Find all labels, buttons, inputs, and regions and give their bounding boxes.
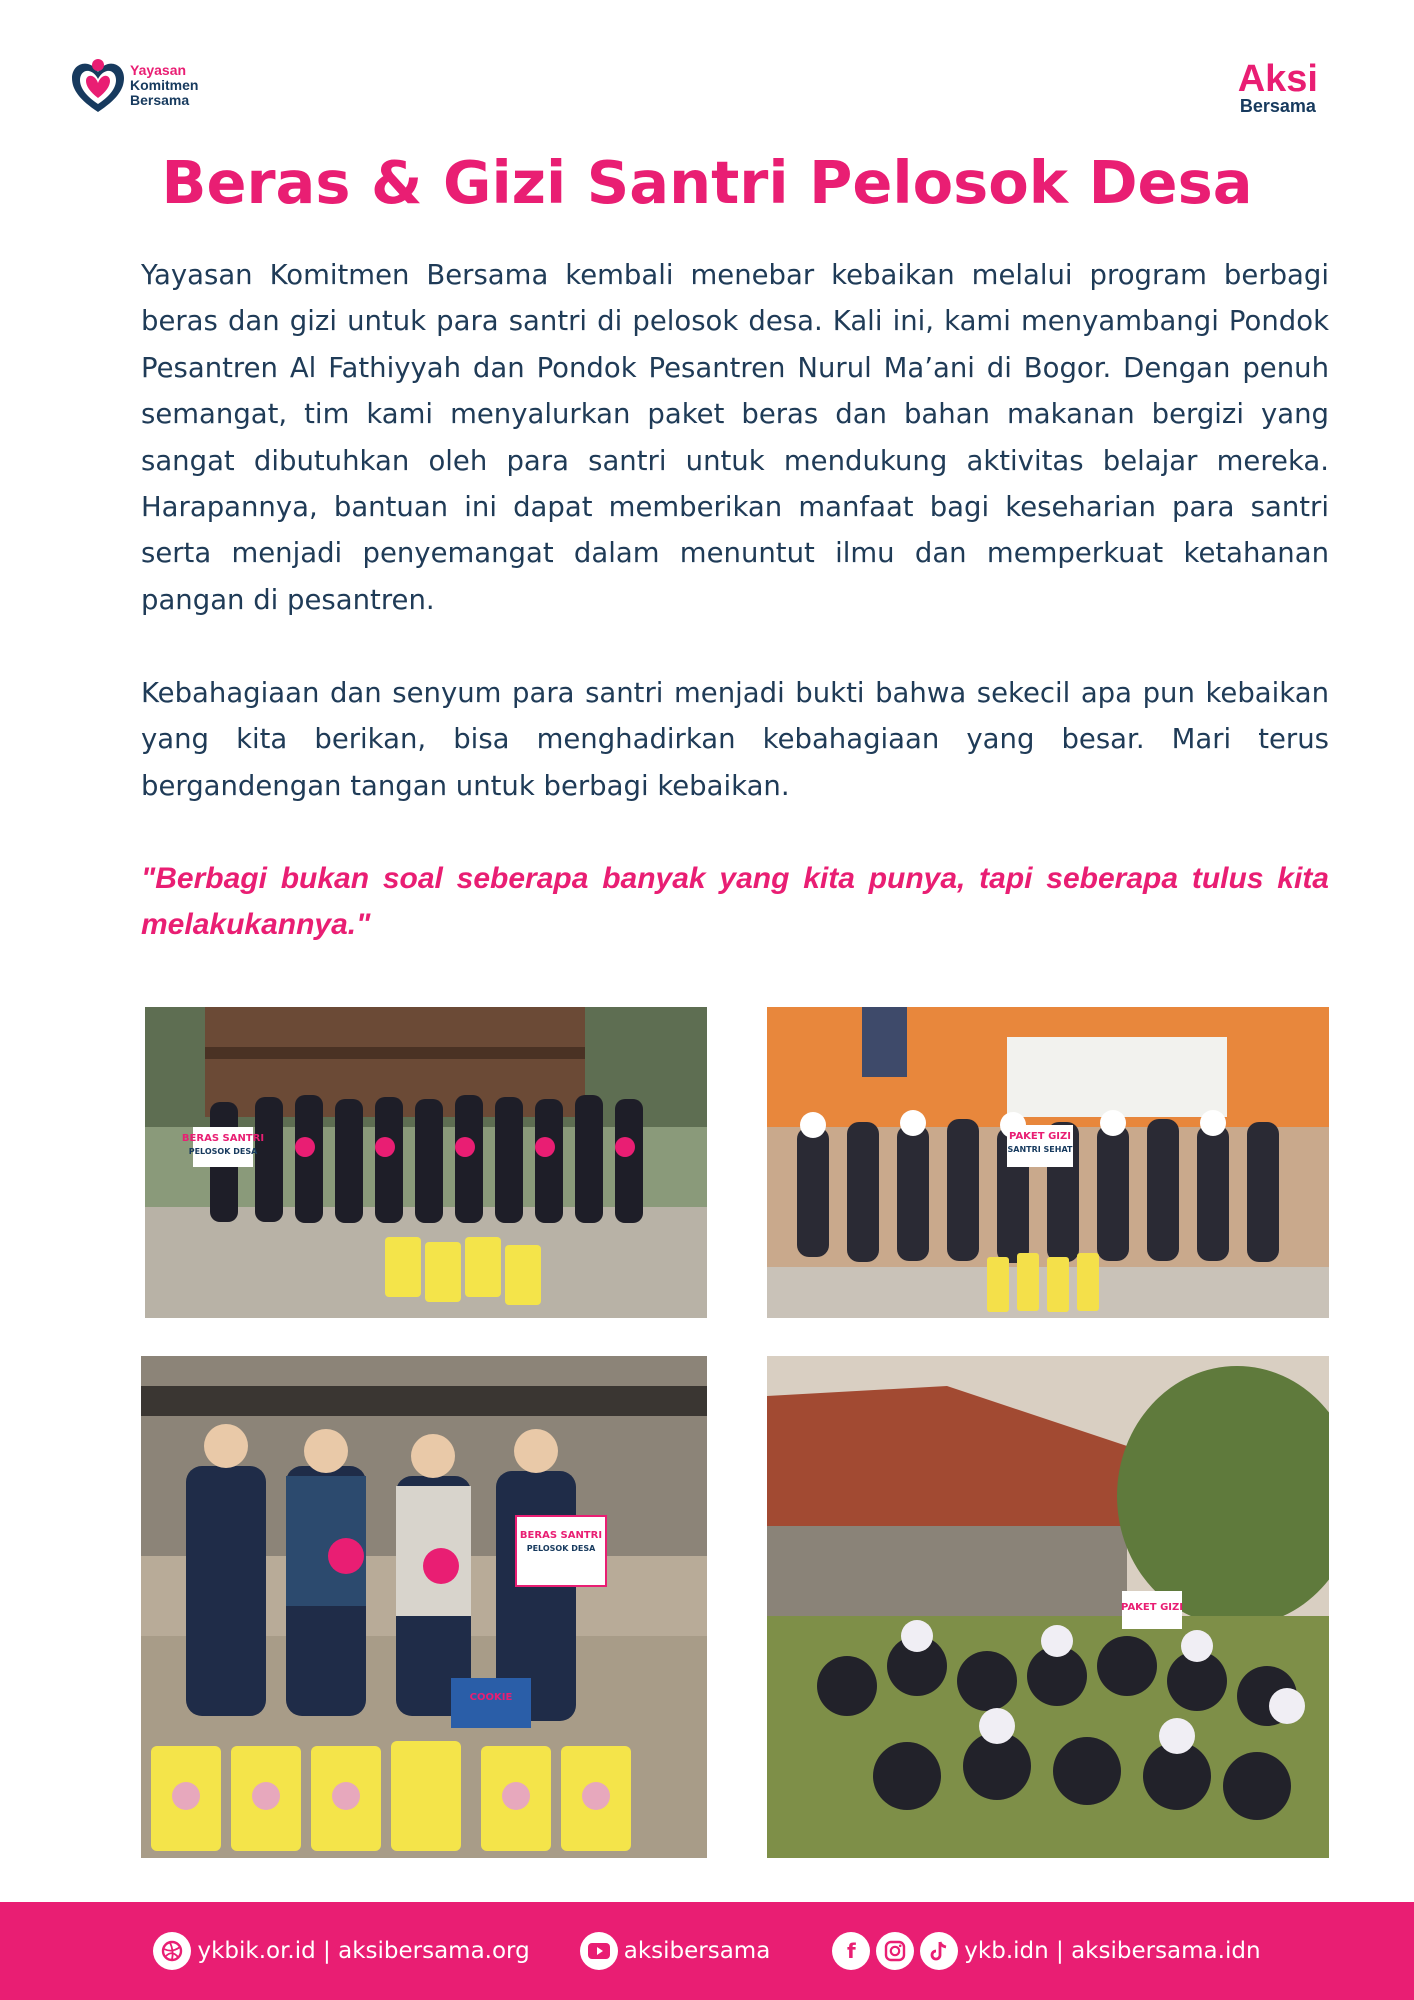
instagram-icon xyxy=(876,1932,914,1970)
quote-text: "Berbagi bukan soal seberapa banyak yang kita punya, tapi seberapa tulus kita melakukannya." xyxy=(141,862,1329,942)
photo-santri-group-2 xyxy=(767,1007,1329,1318)
page-title: Beras & Gizi Santri Pelosok Desa xyxy=(161,148,1253,217)
logo-text-line1: Yayasan xyxy=(130,61,187,78)
photo-sign-text: BERAS SANTRI xyxy=(519,1530,603,1541)
logo-text-line2: Komitmen xyxy=(130,76,199,93)
tiktok-icon xyxy=(920,1932,958,1970)
facebook-icon: f xyxy=(832,1932,870,1970)
photo-sign-text: BERAS SANTRI xyxy=(181,1133,265,1144)
photo-santri-sitting xyxy=(767,1356,1329,1858)
logo-yayasan-komitmen-bersama xyxy=(70,55,198,115)
footer-bar xyxy=(0,1902,1414,2000)
photo-santri-group-1 xyxy=(145,1007,707,1318)
heart-hands-logo-icon xyxy=(70,56,126,114)
globe-icon xyxy=(153,1932,191,1970)
body-paragraph-1: Yayasan Komitmen Bersama kembali menebar kebaikan melalui program berbagi beras dan gizi untuk para santri di pelosok desa. Kali ini, kami menyambangi Pondok Pesantren Al Fathiyyah dan Pondok Pesantren Nurul Ma’ani di Bogor. Dengan penuh semangat, tim kami menyalurkan paket beras dan bahan makanan bergizi yang sangat dibutuhkan oleh para santri untuk mendukung aktivitas belajar mereka. Harapannya, bantuan ini dapat memberikan manfaat bagi keseharian para santri serta menjadi penyemangat dalam menuntut ilmu dan memperkuat ketahanan pangan di pesantren. xyxy=(141,259,1329,616)
photo-sign-text: COOKIE xyxy=(469,1692,513,1703)
footer-social-link[interactable]: ykb.idn | aksibersama.idn xyxy=(964,1938,1261,1964)
photo-handover xyxy=(141,1356,707,1858)
logo-aksi-text: Aksi xyxy=(1237,58,1318,100)
footer-youtube-link[interactable]: aksibersama xyxy=(623,1938,771,1964)
logo-aksi-bersama xyxy=(1238,60,1318,114)
body-paragraph-2: Kebahagiaan dan senyum para santri menjadi bukti bahwa sekecil apa pun kebaikan yang kita berikan, bisa menghadirkan kebahagiaan yang besar. Mari terus bergandengan tangan untuk berbagi kebaikan. xyxy=(141,677,1329,802)
photo-sign-text: PELOSOK DESA xyxy=(188,1147,258,1156)
photo-sign-text: PAKET GIZI xyxy=(1009,1131,1071,1142)
logo-bersama-text: Bersama xyxy=(1239,96,1316,116)
photo-sign-text: PAKET GIZI xyxy=(1121,1602,1183,1613)
footer-website-link[interactable]: ykbik.or.id | aksibersama.org xyxy=(197,1938,530,1964)
youtube-icon xyxy=(580,1932,618,1970)
logo-text-line3: Bersama xyxy=(130,91,190,108)
photo-sign-text: SANTRI SEHAT xyxy=(1007,1145,1073,1154)
photo-sign-text: PELOSOK DESA xyxy=(526,1544,596,1553)
